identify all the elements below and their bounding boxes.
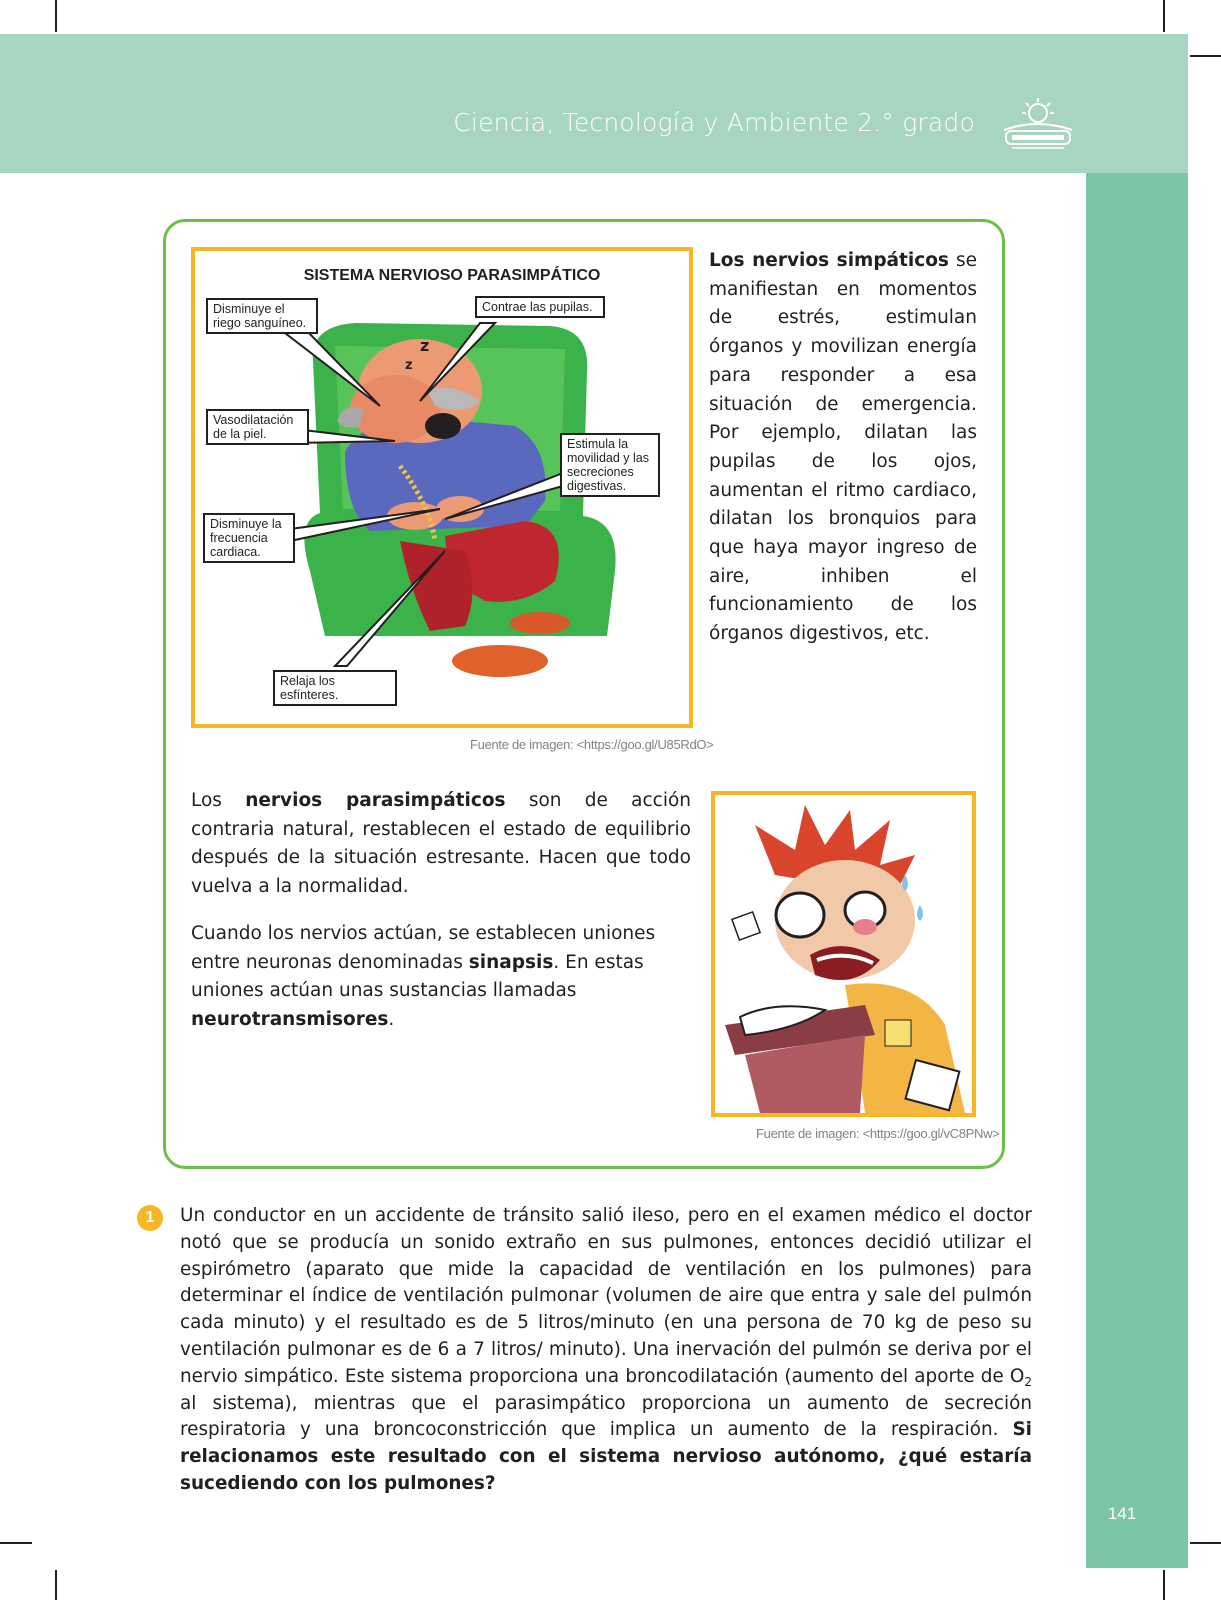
activity-text-part2: al sistema), mientras que el parasimpático proporciona un aumento de secreción respiratoria y una broncoconstricción que implica un aumento de la respiración. xyxy=(180,1392,1032,1441)
diagram-credit: Fuente de imagen: <https://goo.gl/U85RdO> xyxy=(470,737,714,752)
activity-number-badge: 1 xyxy=(137,1205,163,1231)
crop-mark xyxy=(0,1542,32,1544)
synapse-part3: . xyxy=(388,1008,395,1030)
neurotransmitter-term: neurotransmisores xyxy=(191,1008,389,1030)
stressed-speaker-illustration xyxy=(715,795,972,1113)
diagram-title: SISTEMA NERVIOSO PARASIMPÁTICO xyxy=(303,267,601,284)
callout-riego: Disminuye el riego sanguíneo. xyxy=(206,298,318,334)
parasympathetic-prefix: Los xyxy=(191,790,246,811)
activity-text-part1: Un conductor en un accidente de tránsito salió ileso, pero en el examen médico el doctor notó que se producía un sonido extraño en sus pulmones, entonces decidió utilizar el espirómetro (aparato que mide la capacidad de ventilación en los pulmones) para determinar el índice de ventilación pulmonar (volumen de aire que entra y sale del pulmón cada minuto) y el resultado es de 5 litros/minuto (en una persona de 70 kg de peso su ventilación pulmonar es de 6 a 7 litros/ minuto). Una inervación del pulmón se deriva por el nervio simpático. Este sistema proporciona una broncodilatación (aumento del aporte de O xyxy=(180,1205,1032,1387)
stressed-speaker-image xyxy=(711,791,976,1117)
parasympathetic-diagram xyxy=(191,247,693,728)
svg-text:z: z xyxy=(420,336,430,355)
crop-mark xyxy=(1190,55,1221,57)
parasympathetic-paragraph xyxy=(191,787,691,901)
activity-question: Si relacionamos este resultado con el sistema nervioso autónomo, ¿qué estaría sucediendo con los pulmones? xyxy=(180,1419,1032,1494)
crop-mark xyxy=(55,0,57,32)
sympathetic-term: Los nervios simpáticos xyxy=(709,250,949,271)
callout-pupilas: Contrae las pupilas. xyxy=(475,296,605,318)
page-title: Ciencia, Tecnología y Ambiente 2.° grado xyxy=(453,108,975,137)
jornada-escolar-logo xyxy=(998,96,1078,152)
oxygen-subscript: 2 xyxy=(1024,1374,1032,1389)
sympathetic-paragraph xyxy=(709,247,977,649)
sympathetic-text: se manifiestan en momentos de estrés, estimulan órganos y movilizan energía para responder a esa situación de emergencia. Por ejemplo, dilatan las pupilas de los ojos, aumentan el ritmo cardiaco, dilatan los bronquios para que haya mayor ingreso de aire, inhiben el funcionamiento de los órganos digestivos, etc. xyxy=(709,250,977,645)
crop-mark xyxy=(1190,1542,1221,1544)
crop-mark xyxy=(1163,0,1165,32)
page-number: 141 xyxy=(1107,1504,1137,1523)
callout-esfinteres: Relaja los esfínteres. xyxy=(273,670,397,706)
callout-piel: Vasodilatación de la piel. xyxy=(206,409,309,445)
callout-cardiaca: Disminuye la frecuencia cardiaca. xyxy=(203,513,295,563)
synapse-part1: Cuando los nervios actúan, se establecen uniones entre neuronas denominadas xyxy=(191,923,656,973)
crop-mark xyxy=(1163,1570,1165,1600)
synapse-term: sinapsis xyxy=(468,951,554,973)
synapse-part2: . En estas uniones actúan unas sustancias llamadas xyxy=(191,951,644,1001)
callout-digestivas: Estimula la movilidad y las secreciones digestivas. xyxy=(560,433,660,497)
activity-text xyxy=(180,1203,1032,1498)
parasympathetic-term: nervios parasimpáticos xyxy=(245,790,506,811)
synapse-paragraph xyxy=(191,920,691,1034)
speaker-image-credit: Fuente de imagen: <https://goo.gl/vC8PNw> xyxy=(756,1126,1000,1141)
crop-mark xyxy=(55,1570,57,1600)
svg-text:z: z xyxy=(405,358,413,373)
parasympathetic-text: son de acción contraria natural, restablecen el estado de equilibrio después de la situación estresante. Hacen que todo vuelva a la normalidad. xyxy=(191,790,692,897)
side-band xyxy=(1086,173,1188,1568)
